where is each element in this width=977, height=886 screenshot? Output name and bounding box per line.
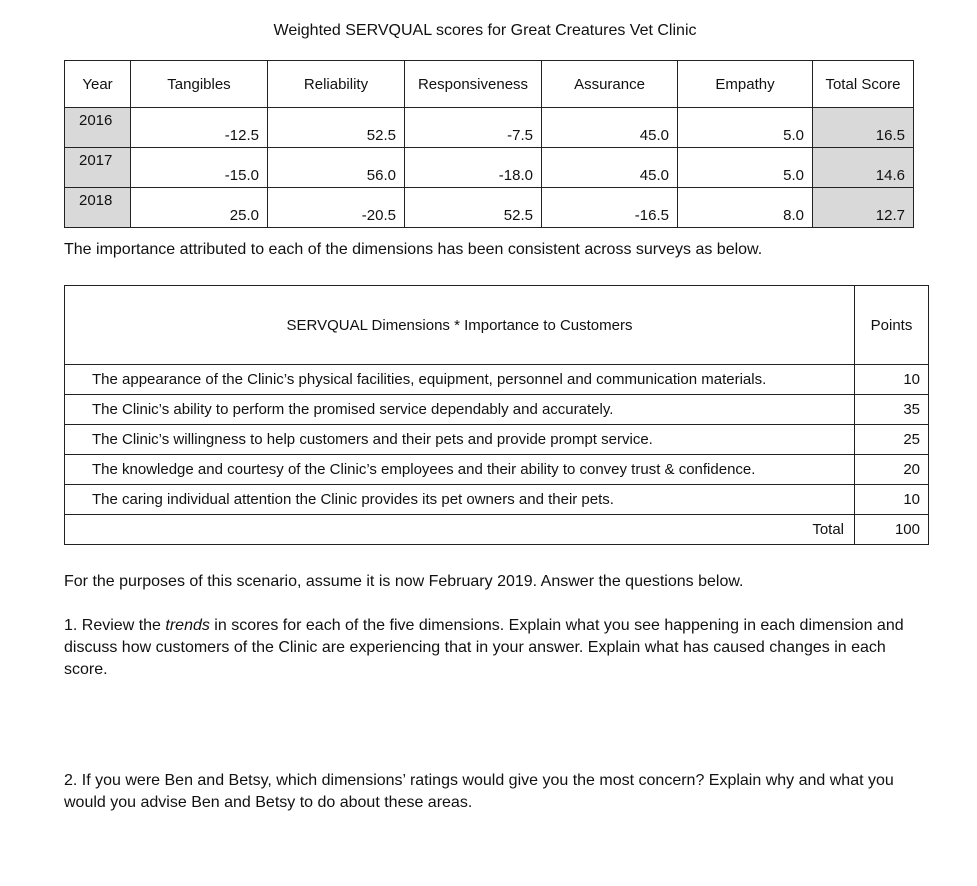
col-header-reliability: Reliability	[268, 61, 405, 108]
dimension-description: The appearance of the Clinic’s physical facilities, equipment, personnel and communication materials.	[65, 365, 855, 395]
year-cell: 2018	[65, 188, 131, 228]
reliability-cell: -20.5	[268, 188, 405, 228]
col-header-dimension: SERVQUAL Dimensions * Importance to Customers	[65, 286, 855, 365]
dimension-points: 35	[855, 395, 929, 425]
dimension-description: The Clinic’s ability to perform the promised service dependably and accurately.	[65, 395, 855, 425]
table-row	[65, 188, 914, 228]
reliability-cell: 56.0	[268, 148, 405, 188]
table-row	[65, 395, 929, 425]
tangibles-cell: 25.0	[131, 188, 268, 228]
table-row	[65, 485, 929, 515]
dimension-points: 20	[855, 455, 929, 485]
col-header-year: Year	[65, 61, 131, 108]
total-row	[65, 515, 929, 545]
reliability-cell: 52.5	[268, 108, 405, 148]
importance-header-row	[65, 286, 929, 365]
table-row	[65, 425, 929, 455]
dimension-points: 10	[855, 365, 929, 395]
total-label: Total	[65, 515, 855, 545]
tangibles-cell: -15.0	[131, 148, 268, 188]
total-points: 100	[855, 515, 929, 545]
responsiveness-cell: -7.5	[405, 108, 542, 148]
assurance-cell: 45.0	[542, 148, 678, 188]
question-1-emphasis: trends	[165, 617, 210, 634]
year-cell: 2016	[65, 108, 131, 148]
dimension-description: The Clinic’s willingness to help customers and their pets and provide prompt service.	[65, 425, 855, 455]
importance-table	[64, 285, 929, 545]
empathy-cell: 5.0	[678, 108, 813, 148]
col-header-assurance: Assurance	[542, 61, 678, 108]
assurance-cell: -16.5	[542, 188, 678, 228]
total-score-cell: 12.7	[813, 188, 914, 228]
tangibles-cell: -12.5	[131, 108, 268, 148]
table-row	[65, 365, 929, 395]
table-row	[65, 455, 929, 485]
empathy-cell: 8.0	[678, 188, 813, 228]
importance-sentence: The importance attributed to each of the dimensions has been consistent across surveys as below.	[64, 241, 763, 258]
table-row	[65, 148, 914, 188]
question-1-suffix: in scores for each of the five dimensions. Explain what you see happening in each dimension and discuss how customers of the Clinic are experiencing that in your answer. Explain what has caused changes in each score.	[64, 617, 904, 678]
responsiveness-cell: -18.0	[405, 148, 542, 188]
dimension-points: 10	[855, 485, 929, 515]
col-header-total-score: Total Score	[813, 61, 914, 108]
dimension-description: The caring individual attention the Clinic provides its pet owners and their pets.	[65, 485, 855, 515]
responsiveness-cell: 52.5	[405, 188, 542, 228]
scores-header-row	[65, 61, 914, 108]
document-title: Weighted SERVQUAL scores for Great Creatures Vet Clinic	[273, 22, 697, 39]
question-2: 2. If you were Ben and Betsy, which dimensions’ ratings would give you the most concern? Explain why and what you would you advise Ben and Betsy to do about these areas.	[64, 772, 894, 811]
col-header-tangibles: Tangibles	[131, 61, 268, 108]
table-row	[65, 108, 914, 148]
question-1-prefix: 1. Review the	[64, 617, 166, 634]
empathy-cell: 5.0	[678, 148, 813, 188]
scenario-intro: For the purposes of this scenario, assume it is now February 2019. Answer the questions below.	[64, 573, 744, 590]
col-header-empathy: Empathy	[678, 61, 813, 108]
dimension-description: The knowledge and courtesy of the Clinic’s employees and their ability to convey trust & confidence.	[65, 455, 855, 485]
col-header-points: Points	[855, 286, 929, 365]
year-cell: 2017	[65, 148, 131, 188]
scores-table	[64, 60, 914, 228]
question-1	[64, 615, 924, 681]
total-score-cell: 14.6	[813, 148, 914, 188]
total-score-cell: 16.5	[813, 108, 914, 148]
col-header-responsiveness: Responsiveness	[405, 61, 542, 108]
assurance-cell: 45.0	[542, 108, 678, 148]
dimension-points: 25	[855, 425, 929, 455]
